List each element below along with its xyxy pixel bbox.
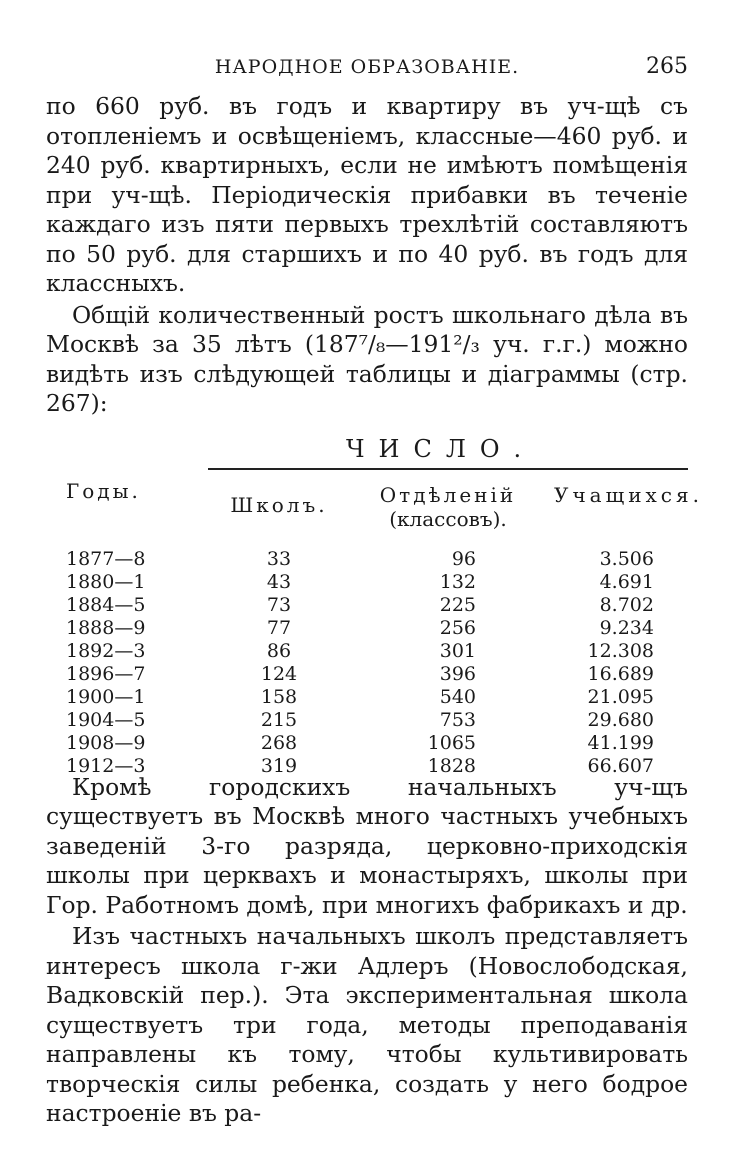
cell-students: 29.680 xyxy=(587,708,654,731)
cell-years: 1912—3 xyxy=(66,754,146,777)
cell-classes: 540 xyxy=(439,685,476,708)
cell-classes: 1065 xyxy=(427,731,476,754)
cell-schools: 33 xyxy=(266,547,292,570)
table-group-header: ЧИСЛО. xyxy=(346,434,536,463)
cell-years: 1877—8 xyxy=(66,547,146,570)
cell-classes: 256 xyxy=(439,616,476,639)
cell-years: 1900—1 xyxy=(66,685,146,708)
cell-years: 1888—9 xyxy=(66,616,146,639)
table-row xyxy=(46,548,688,571)
cell-years: 1880—1 xyxy=(66,570,146,593)
cell-years: 1908—9 xyxy=(66,731,146,754)
paragraph-salaries: по 660 руб. въ годъ и квартиру въ уч-щѣ съ отопленіемъ и освѣщеніемъ, классные—460 руб. и 240 руб. квартирныхъ, если не имѣютъ помѣщенія при уч-щѣ. Періодическія прибавки въ теченіе каждаго изъ пяти первыхъ трехлѣтій составляютъ по 50 руб. для старшихъ и по 40 руб. въ годъ для классныхъ. xyxy=(46,92,688,297)
column-header-classes-line1: Отдѣленій xyxy=(379,482,517,507)
cell-classes: 132 xyxy=(439,570,476,593)
cell-schools: 158 xyxy=(260,685,298,708)
table-row xyxy=(46,709,688,732)
schools-table xyxy=(46,434,703,777)
cell-years: 1892—3 xyxy=(66,639,146,662)
page-number: 265 xyxy=(646,54,688,79)
cell-schools: 268 xyxy=(260,731,298,754)
cell-students: 4.691 xyxy=(599,570,654,593)
cell-students: 9.234 xyxy=(599,616,654,639)
column-header-schools: Школъ. xyxy=(230,492,328,517)
column-header-classes xyxy=(358,483,538,531)
cell-classes: 96 xyxy=(451,547,476,570)
cell-students: 8.702 xyxy=(599,593,654,616)
paragraph-growth: Общій количественный ростъ школьнаго дѣла въ Москвѣ за 35 лѣтъ (187⁷/₈—191²/₃ уч. г.г.) можно видѣть изъ слѣдующей таблицы и діаграммы (стр. 267): xyxy=(46,300,688,417)
cell-schools: 319 xyxy=(260,754,298,777)
cell-classes: 301 xyxy=(439,639,476,662)
book-page xyxy=(46,52,703,1129)
table-row xyxy=(46,732,688,755)
page-header xyxy=(46,52,688,92)
running-title: НАРОДНОЕ ОБРАЗОВАНІЕ. xyxy=(214,56,520,78)
cell-years: 1904—5 xyxy=(66,708,146,731)
cell-classes: 225 xyxy=(439,593,476,616)
cell-schools: 43 xyxy=(266,570,292,593)
cell-classes: 1828 xyxy=(427,754,476,777)
table-row xyxy=(46,663,688,686)
cell-students: 12.308 xyxy=(587,639,654,662)
cell-students: 66.607 xyxy=(587,754,654,777)
paragraph-adler-school: Изъ частныхъ начальныхъ школъ представляетъ интересъ школа г-жи Адлеръ (Новослободская, Вадковскій пер.). Эта экспериментальная школа существуетъ три года, методы преподаванія направлены къ тому, чтобы культивировать творческія силы ребенка, создать у него бодрое настроеніе въ ра- xyxy=(46,922,688,1127)
column-header-students: Учащихся. xyxy=(554,482,703,507)
cell-schools: 124 xyxy=(260,662,298,685)
cell-students: 41.199 xyxy=(587,731,654,754)
cell-schools: 73 xyxy=(266,593,292,616)
table-row xyxy=(46,594,688,617)
column-header-years: Годы. xyxy=(66,478,141,503)
cell-schools: 86 xyxy=(266,639,292,662)
cell-schools: 77 xyxy=(266,616,292,639)
cell-classes: 753 xyxy=(439,708,476,731)
table-group-rule xyxy=(208,468,688,470)
table-body xyxy=(46,548,688,778)
cell-classes: 396 xyxy=(439,662,476,685)
table-row xyxy=(46,686,688,709)
cell-years: 1884—5 xyxy=(66,593,146,616)
paragraph-private-schools: Кромѣ городскихъ начальныхъ уч-щъ существуетъ въ Москвѣ много частныхъ учебныхъ заведеній 3-го разряда, церковно-приходскія школы при церквахъ и монастыряхъ, школы при Гор. Работномъ домѣ, при многихъ фабрикахъ и др. xyxy=(46,772,688,919)
cell-students: 21.095 xyxy=(587,685,654,708)
table-row xyxy=(46,617,688,640)
cell-schools: 215 xyxy=(260,708,298,731)
table-row xyxy=(46,571,688,594)
table-row xyxy=(46,640,688,663)
table-row xyxy=(46,755,688,778)
cell-years: 1896—7 xyxy=(66,662,146,685)
cell-students: 16.689 xyxy=(587,662,654,685)
cell-students: 3.506 xyxy=(599,547,654,570)
column-header-classes-line2: (классовъ). xyxy=(389,506,507,531)
